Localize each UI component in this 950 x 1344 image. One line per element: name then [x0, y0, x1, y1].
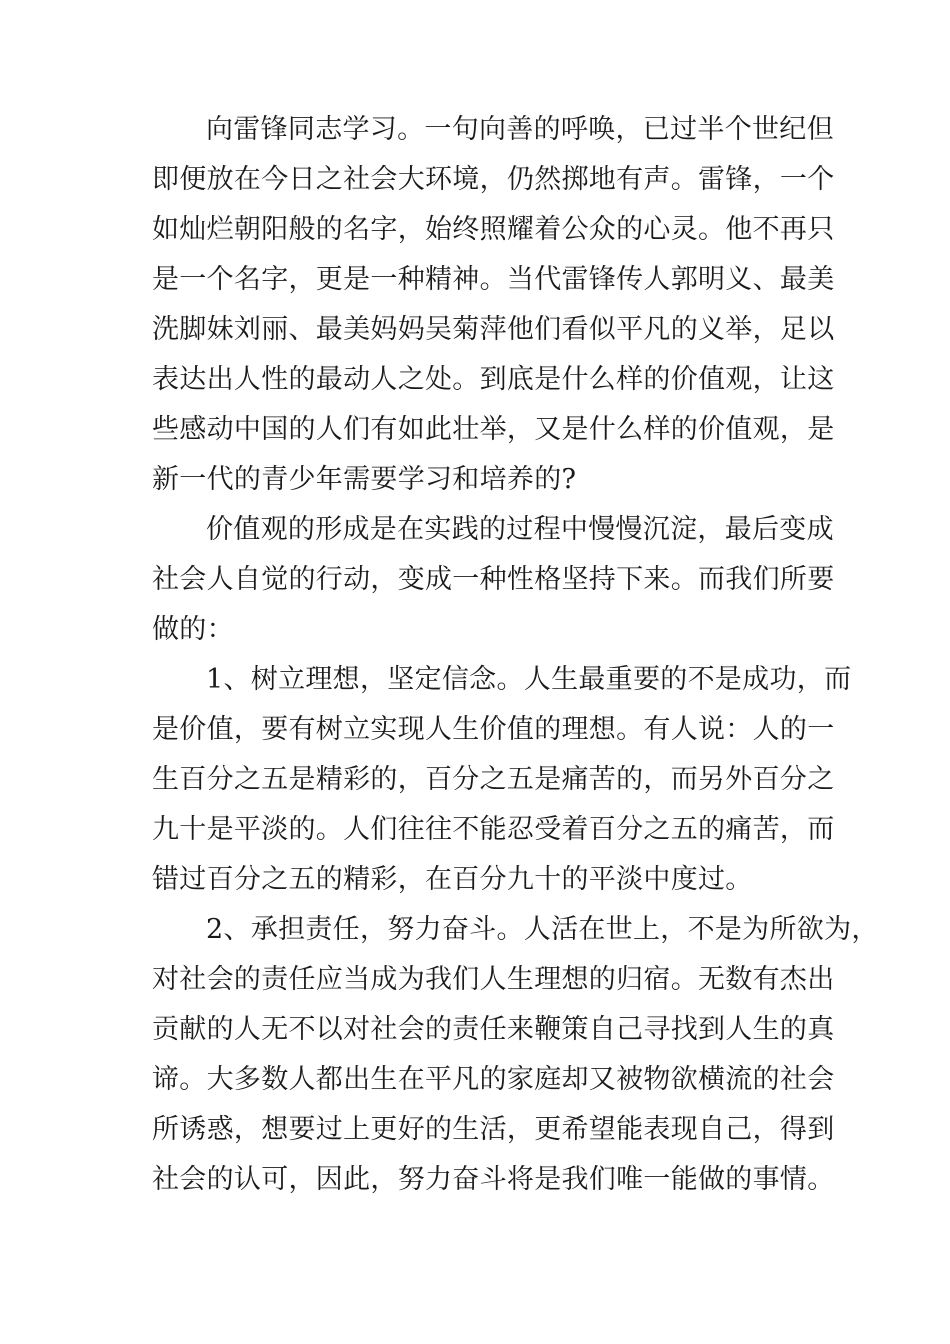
text-line: 洗脚妹刘丽、最美妈妈吴菊萍他们看似平凡的义举，足以 — [152, 314, 835, 345]
text-line: 社会的认可，因此，努力奋斗将是我们唯一能做的事情。 — [152, 1164, 835, 1195]
text-line: 对社会的责任应当成为我们人生理想的归宿。无数有杰出 — [152, 964, 835, 995]
text-line: 九十是平淡的。人们往往不能忍受着百分之五的痛苦，而 — [152, 814, 835, 845]
text-line: 表达出人性的最动人之处。到底是什么样的价值观，让这 — [152, 364, 835, 395]
text-line: 1、树立理想，坚定信念。人生最重要的不是成功，而 — [206, 664, 852, 695]
text-line: 是一个名字，更是一种精神。当代雷锋传人郭明义、最美 — [152, 264, 835, 295]
text-line: 社会人自觉的行动，变成一种性格坚持下来。而我们所要 — [152, 564, 835, 595]
text-line: 错过百分之五的精彩，在百分九十的平淡中度过。 — [152, 864, 753, 895]
text-line: 新一代的青少年需要学习和培养的? — [152, 464, 577, 495]
text-line: 2、承担责任，努力奋斗。人活在世上，不是为所欲为， — [206, 914, 879, 945]
text-line: 生百分之五是精彩的，百分之五是痛苦的，而另外百分之 — [152, 764, 835, 795]
text-line: 价值观的形成是在实践的过程中慢慢沉淀，最后变成 — [206, 514, 834, 545]
text-line: 即便放在今日之社会大环境，仍然掷地有声。雷锋，一个 — [152, 164, 835, 195]
text-line: 向雷锋同志学习。一句向善的呼唤，已过半个世纪但 — [206, 114, 834, 145]
text-line: 谛。大多数人都出生在平凡的家庭却又被物欲横流的社会 — [152, 1064, 835, 1095]
text-line: 所诱惑，想要过上更好的生活，更希望能表现自己，得到 — [152, 1114, 835, 1145]
text-line: 是价值，要有树立实现人生价值的理想。有人说：人的一 — [152, 714, 835, 745]
text-line: 做的： — [152, 614, 234, 645]
text-line: 贡献的人无不以对社会的责任来鞭策自己寻找到人生的真 — [152, 1014, 835, 1045]
text-line: 些感动中国的人们有如此壮举，又是什么样的价值观，是 — [152, 414, 835, 445]
text-line: 如灿烂朝阳般的名字，始终照耀着公众的心灵。他不再只 — [152, 214, 835, 245]
